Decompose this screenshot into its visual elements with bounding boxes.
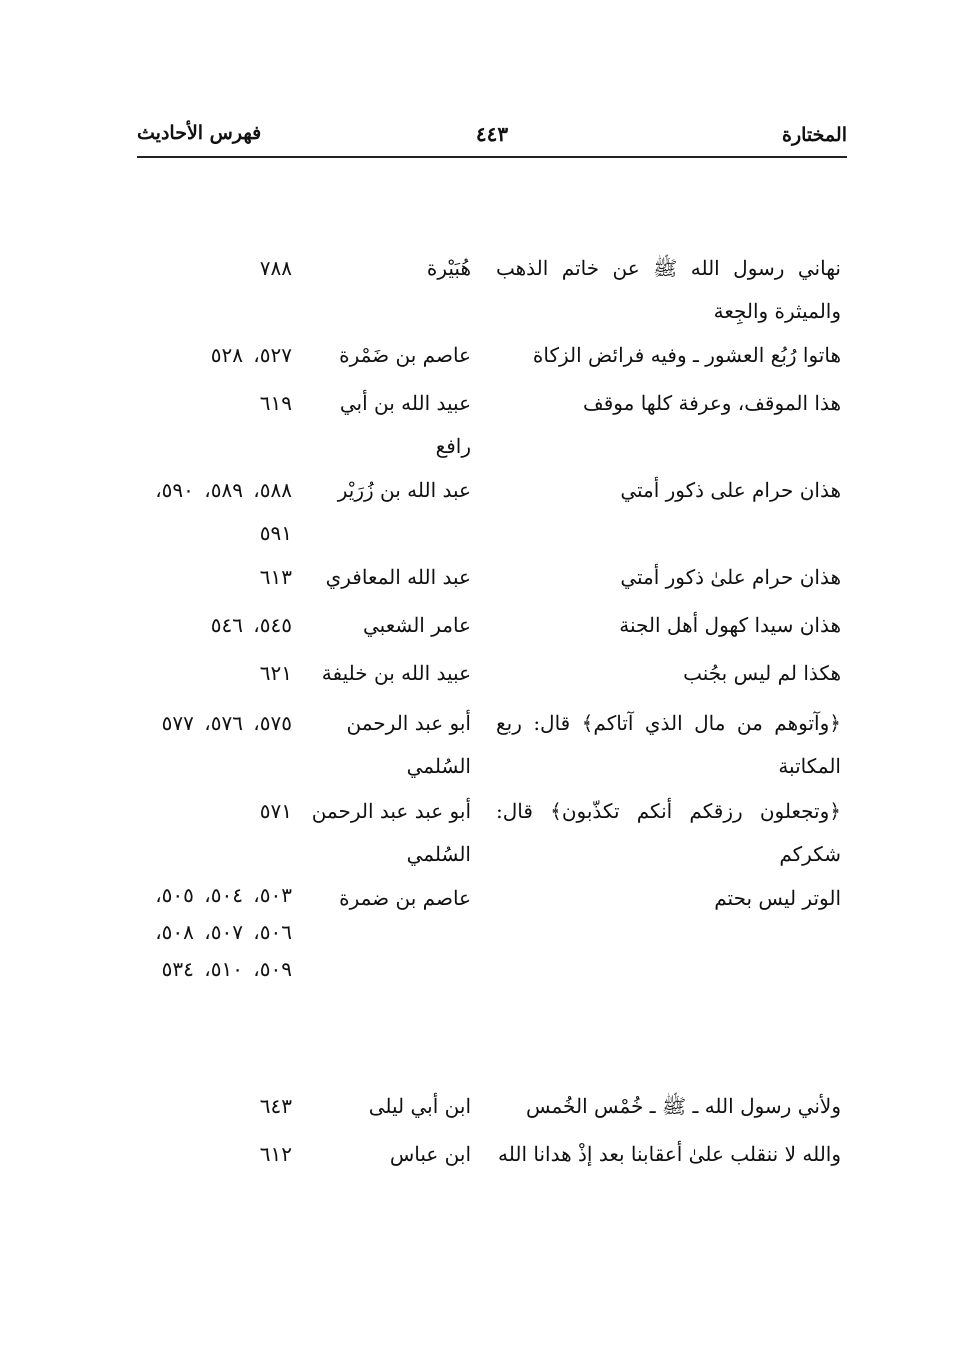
page-refs: ٦١٣ bbox=[259, 565, 292, 589]
hadith-text: ﴿وآتوهم من مال الذي آتاكم﴾ قال: ربع المكاتبة bbox=[496, 711, 841, 778]
narrator: عاصم بن ضمرة bbox=[339, 886, 471, 910]
hadith-text: الوتر ليس بحتم bbox=[714, 886, 841, 910]
page-refs: ٥٢٧، ٥٢٨ bbox=[210, 343, 292, 367]
narrator: أبو عبد عبد الرحمن السُلمي bbox=[311, 799, 471, 866]
hadith-text: هذان حرام على ذكور أمتي bbox=[620, 478, 841, 502]
page-refs: ٥٨٨، ٥٨٩، ٥٩٠، ٥٩١ bbox=[155, 478, 292, 545]
page-number: ٤٤٣ bbox=[475, 122, 509, 146]
page-refs: ٦١٢ bbox=[259, 1142, 292, 1166]
narrator: ابن أبي ليلى bbox=[368, 1094, 471, 1118]
narrator: عبيد الله بن خليفة bbox=[321, 661, 471, 685]
page-refs: ٦٢١ bbox=[259, 661, 292, 685]
hadith-text: ولأني رسول الله ـ ﷺ ـ خُمْس الخُمس bbox=[526, 1094, 841, 1118]
hadith-text: نهاني رسول الله ﷺ عن خاتم الذهب والميثرة والجِعة bbox=[496, 256, 841, 323]
page-refs: ٥٧٥، ٥٧٦، ٥٧٧ bbox=[161, 711, 292, 735]
narrator: عاصم بن ضَمْرة bbox=[339, 343, 471, 367]
hadith-text: هذا الموقف، وعرفة كلها موقف bbox=[583, 391, 841, 415]
narrator: عبيد الله بن أبي رافع bbox=[339, 391, 471, 458]
page-refs: ٥٤٥، ٥٤٦ bbox=[210, 613, 292, 637]
narrator: عبد الله المعافري bbox=[325, 565, 471, 589]
hadith-text: والله لا ننقلب علىٰ أعقابنا بعد إذْ هدانا الله bbox=[498, 1142, 841, 1166]
hadith-text: هذان حرام علىٰ ذكور أمتي bbox=[620, 565, 841, 589]
narrator: عبد الله بن زُرَيْر bbox=[337, 478, 471, 502]
section-title: فهرس الأحاديث bbox=[137, 122, 262, 144]
hadith-text: هذان سيدا كهول أهل الجنة bbox=[619, 613, 841, 637]
narrator: هُبَيْرة bbox=[426, 256, 471, 280]
book-title: المختارة bbox=[782, 124, 847, 146]
narrator: أبو عبد الرحمن السُلمي bbox=[346, 711, 471, 778]
narrator: ابن عباس bbox=[389, 1142, 471, 1166]
page-refs: ٦٤٣ bbox=[259, 1094, 292, 1118]
page-refs: ٧٨٨ bbox=[259, 256, 292, 280]
hadith-text: هاتوا رُبُع العشور ـ وفيه فرائض الزكاة bbox=[532, 343, 841, 367]
hadith-text: هكذا لم ليس بجُنب bbox=[683, 661, 841, 685]
page-refs: ٥٠٣، ٥٠٤، ٥٠٥، ٥٠٦، ٥٠٧، ٥٠٨، ٥٠٩، ٥١٠، ٥٣٤ bbox=[155, 883, 292, 981]
page-refs: ٦١٩ bbox=[259, 391, 292, 415]
page-refs: ٥٧١ bbox=[259, 799, 292, 823]
narrator: عامر الشعبي bbox=[363, 613, 471, 637]
hadith-text: ﴿وتجعلون رزقكم أنكم تكذّبون﴾ قال: شكركم bbox=[496, 799, 841, 866]
